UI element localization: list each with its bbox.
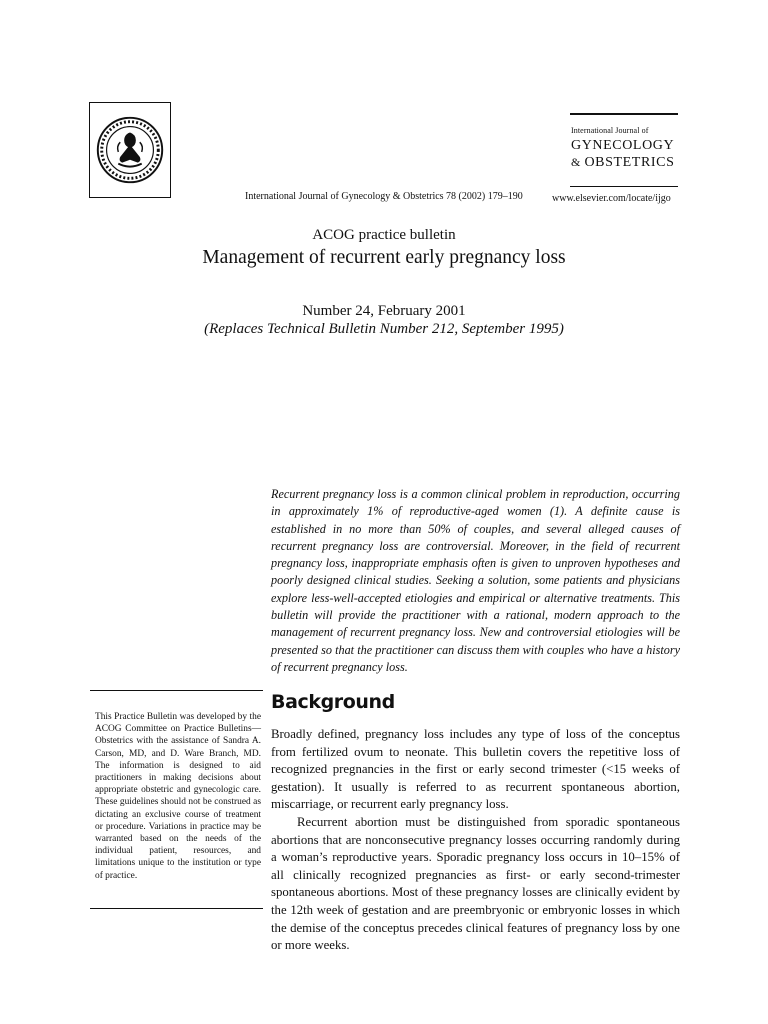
sidebar-footnote: This Practice Bulletin was developed by the ACOG Committee on Practice Bulletins—Obstetrics with the assistance of Sandra A. Carson, MD, and D. Ware Branch, MD. The information is designed to aid practitioners in making decisions about appropriate obstetric and gynecologic care. These guidelines should not be construed as dictating an exclusive course of treatment or procedure. Variations in practice may be warranted based on the needs of the individual patient, resources, and limitations unique to the institution or type of practice. — [95, 712, 261, 881]
bulletin-number: Number 24, February 2001 — [302, 303, 466, 319]
brand-top-rule — [570, 113, 678, 115]
seal-emblem-icon — [90, 103, 170, 197]
section-heading: Background — [271, 691, 395, 713]
journal-brand-line2 — [571, 155, 674, 171]
replaces-note: (Replaces Technical Bulletin Number 212, September 1995) — [204, 321, 564, 337]
journal-citation: International Journal of Gynecology & Obstetrics 78 (2002) 179–190 — [245, 191, 523, 202]
journal-brand-line1: GYNECOLOGY — [571, 138, 675, 153]
journal-brand-line2-text: OBSTETRICS — [584, 155, 675, 170]
body-paragraph: Recurrent abortion must be distinguished from sporadic spontaneous abortions that are nonconsecutive pregnancy losses occurring randomly during a woman’s reproductive years. Sporadic pregnancy loss occurs in 10–15% of all clinically recognized pregnancies as first- or early second-trimester spontaneous abortions. Most of these pregnancy losses are clinically evident by the 12th week of gestation and are preembryonic or embryonic losses in which the demise of the conceptus precedes clinical features of pregnancy loss by one or more weeks. — [271, 814, 680, 953]
sidebar-top-rule — [90, 690, 263, 691]
journal-brand-subtitle: International Journal of — [571, 126, 649, 135]
abstract-paragraph: Recurrent pregnancy loss is a common clinical problem in reproduction, occurring in approximately 1% of reproductive-aged women (1). A definite cause is established in no more than 50% of couples, and several alleged causes of recurrent pregnancy loss are controversial. Moreover, in the field of recurrent pregnancy loss, inappropriate emphasis often is given to unproven hypotheses and poorly designed clinical studies. Seeking a solution, some patients and physicians explore less-well-accepted etiologies and empirical or alternative treatments. This bulletin will provide the practitioner with a rational, modern approach to the management of recurrent pregnancy loss. New and controversial etiologies will be presented so that the practitioner can discuss them with couples who have a history of recurrent pregnancy loss. — [271, 487, 680, 674]
section-body — [271, 726, 680, 955]
article-title: Management of recurrent early pregnancy loss — [202, 247, 566, 268]
college-seal-logo — [89, 102, 171, 198]
body-paragraph: Broadly defined, pregnancy loss includes any type of loss of the conceptus from fertilized ovum to neonate. This bulletin covers the repetitive loss of recognized pregnancies in the first or early second trimester (<15 weeks of gestation). It usually is referred to as recurrent spontaneous abortion, miscarriage, or recurrent early pregnancy loss. — [271, 727, 680, 812]
sidebar-bottom-rule — [90, 908, 263, 909]
journal-brand-ampersand: & — [571, 155, 581, 169]
brand-bottom-rule — [570, 186, 678, 187]
journal-url-link[interactable]: www.elsevier.com/locate/ijgo — [552, 193, 671, 204]
series-title: ACOG practice bulletin — [312, 227, 456, 243]
